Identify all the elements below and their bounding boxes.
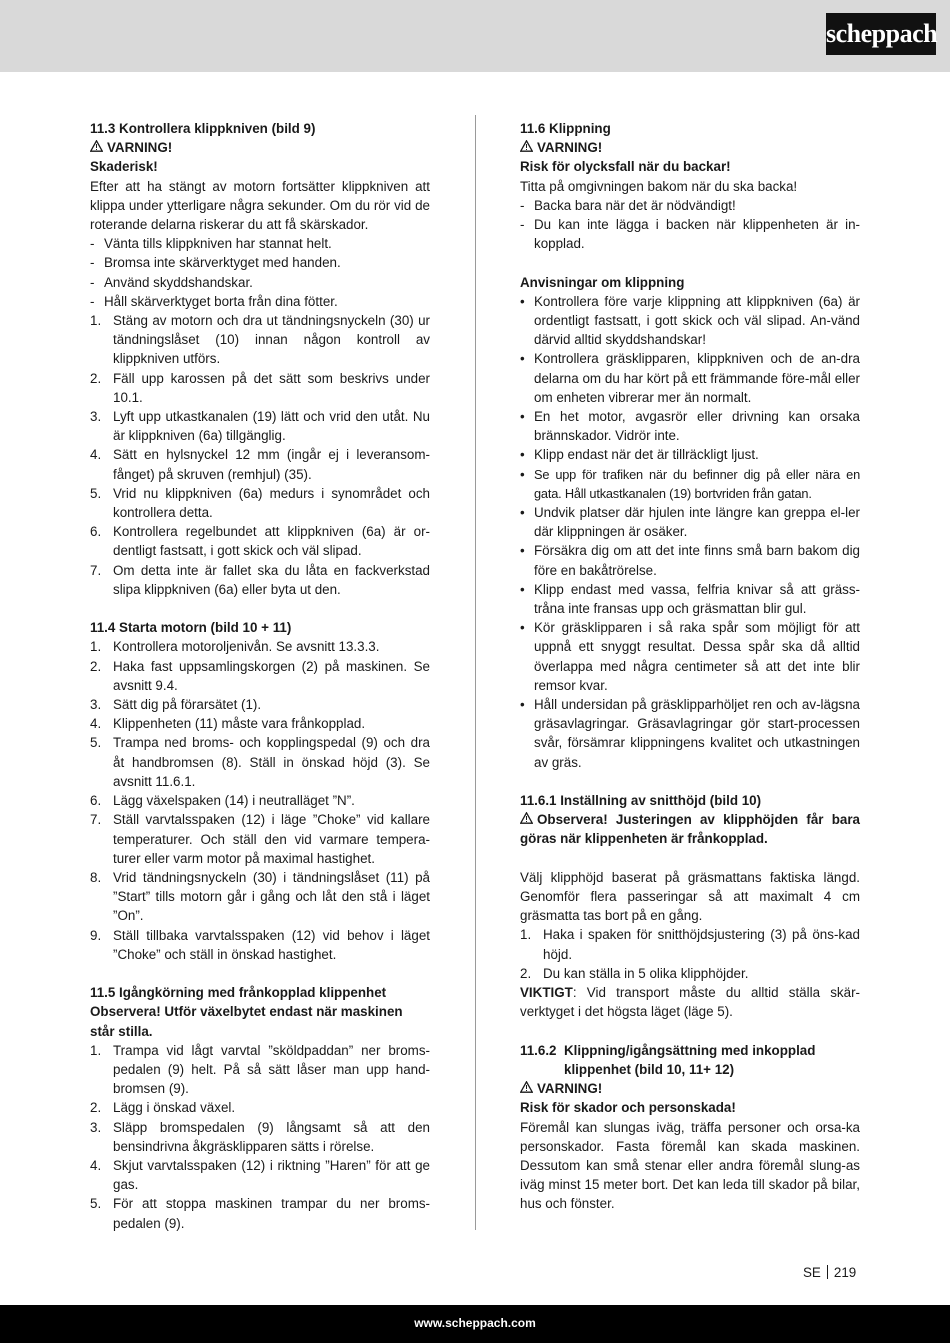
list-item: 5. För att stoppa maskinen trampar du ner broms-pedalen (9). xyxy=(90,1196,430,1231)
list-item: 1. Haka i spaken för snitthöjdsjustering (3) på öns-kad höjd. xyxy=(520,927,860,962)
brand-logo: scheppach xyxy=(826,13,936,55)
list-item: 5. Vrid nu klippkniven (6a) medurs i synområdet och kontrollera detta. xyxy=(90,485,430,521)
section-heading-11-5: 11.5 Igångkörning med frånkopplad klippenhet xyxy=(90,985,387,1001)
column-divider xyxy=(475,115,476,1230)
list-item: 4. Sätt en hylsnyckel 12 mm (ingår ej i leveransom-fånget) på skruven (remhjul) (35). xyxy=(90,447,430,482)
notice: Observera! Justeringen av klipphöjden får bara göras när klippenheten är frånkopplad. xyxy=(520,812,860,847)
numbered-list xyxy=(90,311,430,599)
section-heading-11-4: 11.4 Starta motorn (bild 10 + 11) xyxy=(90,620,292,636)
list-item: • Kör gräsklipparen i så raka spår som möjligt för att uppnå ett snyggt resultat. Dessa spår ska då alltid överlappa med några centimeter så att det inte blir remsor kvar. xyxy=(520,620,860,693)
header-bar xyxy=(0,0,950,72)
list-item: 1. Stäng av motorn och dra ut tändningsnyckeln (30) ur tändningslåset (10) innan någon kontroll av klippkniven utförs. xyxy=(90,313,430,367)
important-note: VIKTIGT: Vid transport måste du alltid ställa skär-verktyget i det högsta läget (läge 5). xyxy=(520,985,860,1020)
list-item: - Håll skärverktyget borta från dina fötter. xyxy=(90,293,338,309)
list-item: 2. Lägg i önskad växel. xyxy=(90,1100,236,1116)
warning-label: VARNING! xyxy=(537,140,603,156)
list-item: 3. Sätt dig på förarsätet (1). xyxy=(90,697,262,713)
warning-line xyxy=(520,138,860,157)
warning-triangle-icon xyxy=(520,810,534,829)
warning-label: VARNING! xyxy=(107,140,173,156)
paragraph: Föremål kan slungas iväg, träffa personer och orsa-ka personskador. Fasta föremål kan skada maskinen. Dessutom kan små stenar eller andra föremål slung-as iväg minst 15 meter bort. Det kan leda till skador på bilar, hus och fönster. xyxy=(520,1119,860,1212)
notice: Observera! Utför växelbytet endast när maskinen står stilla. xyxy=(90,1004,403,1039)
section-heading-11-6-1: 11.6.1 Inställning av snitthöjd (bild 10) xyxy=(520,793,762,809)
list-item: 4. Skjut varvtalsspaken (12) i riktning ”Haren” för att ge gas. xyxy=(90,1157,430,1193)
footer-url[interactable]: www.scheppach.com xyxy=(414,1316,536,1330)
right-column xyxy=(520,119,860,1214)
list-item: 5. Trampa ned broms- och kopplingspedal (9) och dra åt handbromsen (8). Ställ in önskad höjd (3). Se avsnitt 11.6.1. xyxy=(90,735,430,789)
list-item: 7. Ställ varvtalsspaken (12) i läge ”Choke” vid kallare temperaturer. Och ställ den vid varmare tempera-turer eller varm motor på maximal hastighet. xyxy=(90,812,430,866)
paragraph: Efter att ha stängt av motorn fortsätter klippkniven att klippa under ytterligare några sekunder. Om du rör vid de roterande delarna riskerar du att få skärskador. xyxy=(90,178,430,233)
dash-list xyxy=(90,234,430,311)
left-column xyxy=(90,119,430,1233)
list-item: 1. Trampa vid lågt varvtal ”sköldpaddan” ner broms-pedalen (9) helt. På så sätt låser man upp hand-bromsen (9). xyxy=(90,1042,430,1097)
list-item: • Klipp endast när det är tillräckligt ljust. xyxy=(520,447,759,463)
list-item: • Kontrollera gräsklipparen, klippkniven och de an-dra delarna om du har kört på ett främmande före-mål eller om enheten vibrerar mer än normalt. xyxy=(520,351,860,405)
list-item: - Du kan inte lägga i backen när klippenheten är in-kopplad. xyxy=(520,217,860,252)
list-item: • Se upp för trafiken när du befinner dig på eller nära en gata. Håll utkastkanalen (19) bortvriden från gatan. xyxy=(520,466,860,501)
list-item: 2. Haka fast uppsamlingskorgen (2) på maskinen. Se avsnitt 9.4. xyxy=(90,658,430,693)
warning-triangle-icon xyxy=(520,1079,534,1098)
list-item: • Håll undersidan på gräsklipparhöljet ren och av-lägsna gräsavlagringar. Gräsavlagringar gör start-processen svår, försämrar klippningens kvalitet och utkastningen av gräs. xyxy=(520,697,860,770)
list-item: 6. Lägg växelspaken (14) i neutralläget ”N”. xyxy=(90,793,355,809)
list-item: - Bromsa inte skärverktyget med handen. xyxy=(90,255,341,271)
section-heading-11-3: 11.3 Kontrollera klippkniven (bild 9) xyxy=(90,121,316,136)
warning-line xyxy=(90,138,430,157)
list-item: - Backa bara när det är nödvändigt! xyxy=(520,197,736,213)
warning-line xyxy=(520,1079,860,1098)
warning-triangle-icon xyxy=(90,138,104,157)
list-item: 7. Om detta inte är fallet ska du låta en fackverkstad slipa klippkniven (6a) eller byta ut den. xyxy=(90,562,430,597)
list-item: • Undvik platser där hjulen inte längre kan greppa el-ler där klippningen är osäker. xyxy=(520,505,860,540)
list-item: 3. Släpp bromspedalen (9) långsamt så att den bensindrivna åkgräsklipparen sätts i rörelse. xyxy=(90,1119,430,1154)
list-item: 3. Lyft upp utkastkanalen (19) lätt och vrid den utåt. Nu är klippkniven (6a) tillgänglig. xyxy=(90,409,430,444)
warning-title: Skaderisk! xyxy=(90,159,158,175)
list-item: 4. Klippenheten (11) måste vara frånkopplad. xyxy=(90,716,366,732)
list-item: 2. Du kan ställa in 5 olika klipphöjder. xyxy=(520,965,749,981)
warning-title: Risk för skador och personskada! xyxy=(520,1100,736,1116)
list-item: • Klipp endast med vassa, felfria knivar så att gräss-tråna inte fransas upp och gräsmattan blir gul. xyxy=(520,581,860,617)
paragraph: Välj klipphöjd baserat på gräsmattans faktiska längd. Genomför flera passeringar så att maximalt 4 cm gräsmatta tas bort på en gång. xyxy=(520,869,860,924)
numbered-list xyxy=(90,1041,430,1233)
bullet-list xyxy=(520,292,860,772)
list-item: 8. Vrid tändningsnyckeln (30) i tändningslåset (11) på ”Start” tills motorn går i gång och låt den stå i läget ”On”. xyxy=(90,869,430,924)
list-item: • Försäkra dig om att det inte finns små barn bakom dig före en bakåtrörelse. xyxy=(520,543,860,578)
page-number: SE 219 xyxy=(803,1265,857,1280)
list-item: • En het motor, avgasrör eller drivning kan orsaka brännskador. Vidrör inte. xyxy=(520,409,860,444)
warning-triangle-icon xyxy=(520,138,534,157)
footer-bar xyxy=(0,1305,950,1343)
list-item: 6. Kontrollera regelbundet att klippkniven (6a) är or-dentligt fastsatt, i gott skick och väl slipad. xyxy=(90,524,430,559)
warning-label: VARNING! xyxy=(537,1081,603,1097)
dash-list xyxy=(520,196,860,254)
list-item: • Kontrollera före varje klippning att klippkniven (6a) är ordentligt fastsatt, i gott skick och väl slipad. An-vänd därvid alltid skyddshandskar! xyxy=(520,293,860,348)
list-item: 9. Ställ tillbaka varvtalsspaken (12) vid behov i läget ”Choke” och ställ in önskad hastighet. xyxy=(90,927,430,962)
warning-title: Risk för olycksfall när du backar! xyxy=(520,159,731,175)
list-item: - Vänta tills klippkniven har stannat helt. xyxy=(90,236,332,252)
list-item: - Använd skyddshandskar. xyxy=(90,274,253,290)
paragraph: Titta på omgivningen bakom när du ska backa! xyxy=(520,178,798,194)
list-item: 2. Fäll upp karossen på det sätt som beskrivs under 10.1. xyxy=(90,370,430,405)
numbered-list xyxy=(520,925,860,983)
numbered-list xyxy=(90,637,430,963)
advice-heading: Anvisningar om klippning xyxy=(520,274,685,290)
section-heading-11-6: 11.6 Klippning xyxy=(520,121,611,136)
section-heading-11-6-2: 11.6.2 Klippning/igångsättning med inkopplad klippenhet (bild 10, 11+ 12) xyxy=(520,1042,816,1077)
list-item: 1. Kontrollera motoroljenivån. Se avsnitt 13.3.3. xyxy=(90,639,380,655)
